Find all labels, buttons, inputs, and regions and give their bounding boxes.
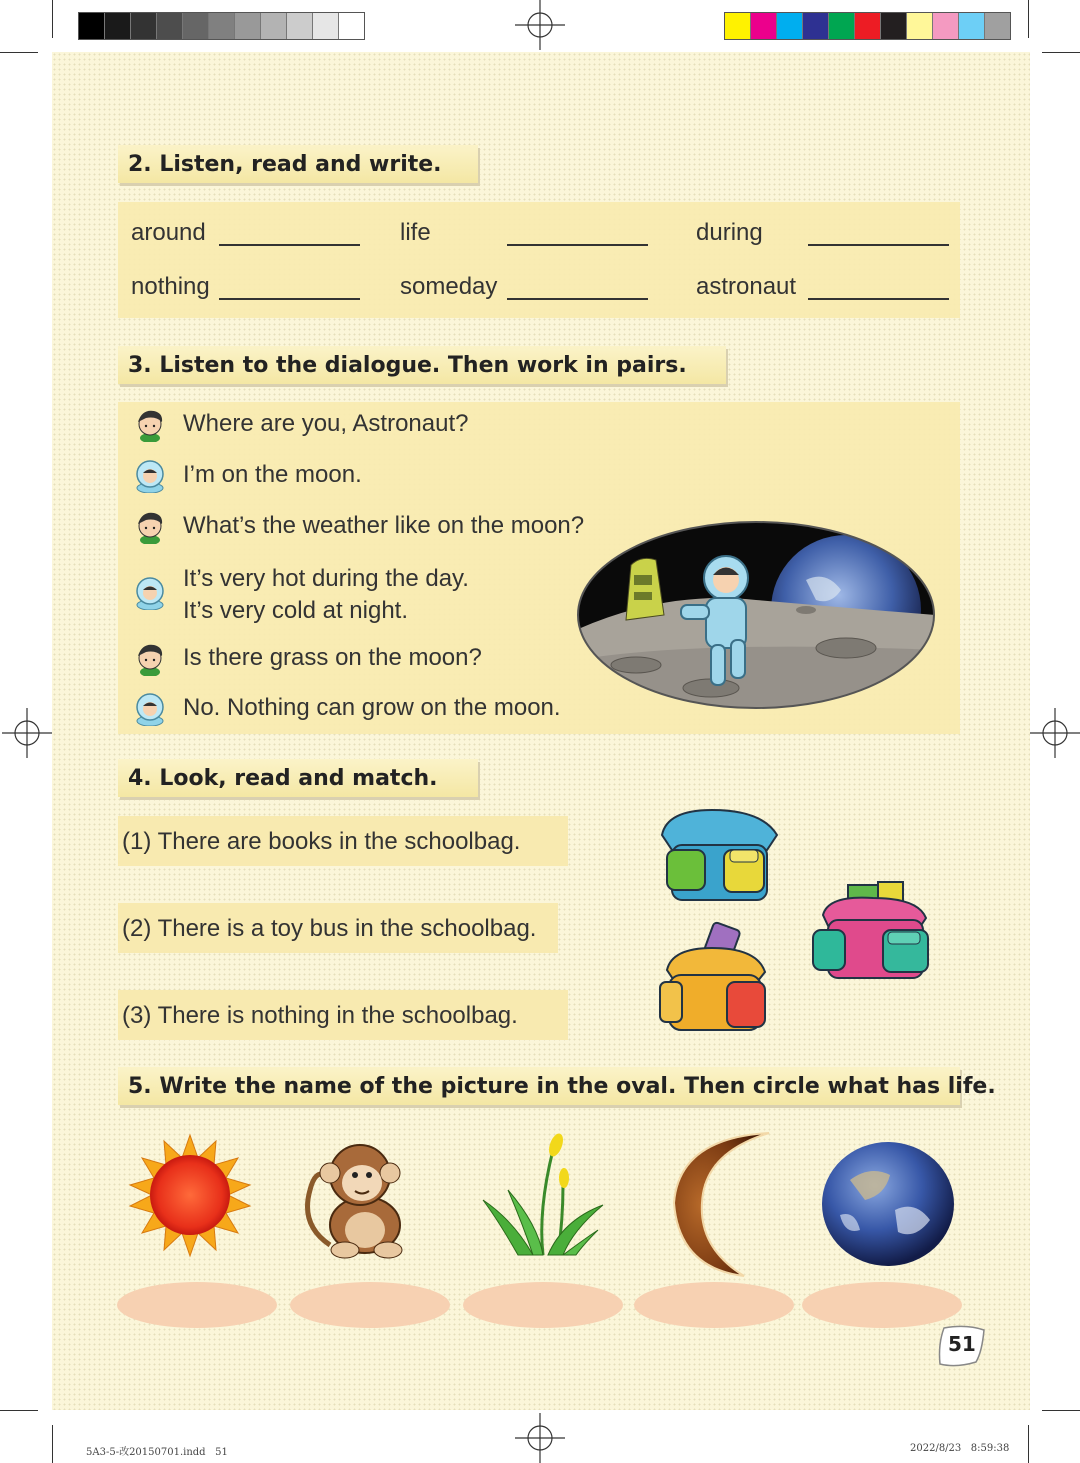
match-sentence-3: (3) There is nothing in the schoolbag. — [122, 1002, 518, 1029]
sun-icon — [128, 1133, 253, 1258]
word-astronaut: astronaut — [696, 273, 797, 300]
word-during: during — [696, 219, 763, 246]
plant-icon — [478, 1130, 608, 1258]
crop-mark — [1042, 1410, 1080, 1411]
dialogue-line-4: It’s very hot during the day. — [183, 565, 469, 592]
astronaut-on-moon-illustration — [576, 520, 936, 710]
word-nothing: nothing — [131, 273, 210, 300]
crop-mark — [1028, 0, 1029, 38]
crop-mark — [1042, 52, 1080, 53]
exercise-2-title: 2. Listen, read and write. — [118, 145, 478, 183]
crop-mark — [0, 1410, 38, 1411]
earth-icon — [820, 1140, 956, 1268]
astronaut-speaker-icon — [132, 574, 168, 610]
registration-mark-icon — [1030, 708, 1080, 758]
empty-schoolbag-icon[interactable] — [652, 805, 787, 905]
dialogue-line-1: Where are you, Astronaut? — [183, 410, 469, 437]
astronaut-speaker-icon — [132, 690, 168, 726]
moon-icon — [664, 1128, 784, 1278]
registration-mark-icon — [2, 708, 52, 758]
word-life: life — [400, 219, 431, 246]
schoolbag-with-toy-bus-icon[interactable] — [657, 920, 775, 1035]
crop-mark — [52, 0, 53, 38]
dialogue-line-7: No. Nothing can grow on the moon. — [183, 694, 561, 721]
word-someday: someday — [400, 273, 498, 300]
blank-astronaut[interactable] — [808, 298, 949, 300]
answer-oval-1[interactable] — [117, 1282, 277, 1328]
dialogue-line-6: Is there grass on the moon? — [183, 644, 482, 671]
dialogue-line-3: What’s the weather like on the moon? — [183, 512, 585, 539]
answer-oval-3[interactable] — [463, 1282, 623, 1328]
exercise-4-title: 4. Look, read and match. — [118, 759, 478, 797]
file-name: 5A3-5-改20150701.indd 51 — [86, 1447, 228, 1458]
word-around: around — [131, 219, 206, 246]
crop-mark — [52, 1425, 53, 1463]
registration-mark-icon — [515, 1413, 565, 1463]
dialogue-line-5: It’s very cold at night. — [183, 597, 408, 624]
schoolbag-with-books-icon[interactable] — [808, 880, 938, 985]
crop-mark — [0, 52, 38, 53]
boy-speaker-icon — [132, 508, 168, 544]
dialogue-line-2: I’m on the moon. — [183, 461, 362, 488]
monkey-icon — [300, 1135, 420, 1260]
crop-mark — [1028, 1425, 1029, 1463]
registration-mark-icon — [515, 0, 565, 50]
blank-life[interactable] — [507, 244, 648, 246]
exercise-5-title: 5. Write the name of the picture in the oval. Then circle what has life. — [118, 1067, 960, 1105]
boy-speaker-icon — [132, 406, 168, 442]
color-bar — [724, 12, 1011, 40]
exercise-2-panel — [118, 202, 960, 318]
match-sentence-1: (1) There are books in the schoolbag. — [122, 828, 521, 855]
grayscale-bar — [78, 12, 365, 40]
blank-someday[interactable] — [507, 298, 648, 300]
astronaut-speaker-icon — [132, 457, 168, 493]
match-sentence-2: (2) There is a toy bus in the schoolbag. — [122, 915, 537, 942]
page-number: 51 — [948, 1332, 976, 1356]
answer-oval-4[interactable] — [634, 1282, 794, 1328]
blank-during[interactable] — [808, 244, 949, 246]
print-timestamp: 2022/8/23 8:59:38 — [910, 1443, 1010, 1454]
blank-around[interactable] — [219, 244, 360, 246]
blank-nothing[interactable] — [219, 298, 360, 300]
boy-speaker-icon — [132, 640, 168, 676]
answer-oval-2[interactable] — [290, 1282, 450, 1328]
exercise-3-title: 3. Listen to the dialogue. Then work in pairs. — [118, 346, 726, 384]
